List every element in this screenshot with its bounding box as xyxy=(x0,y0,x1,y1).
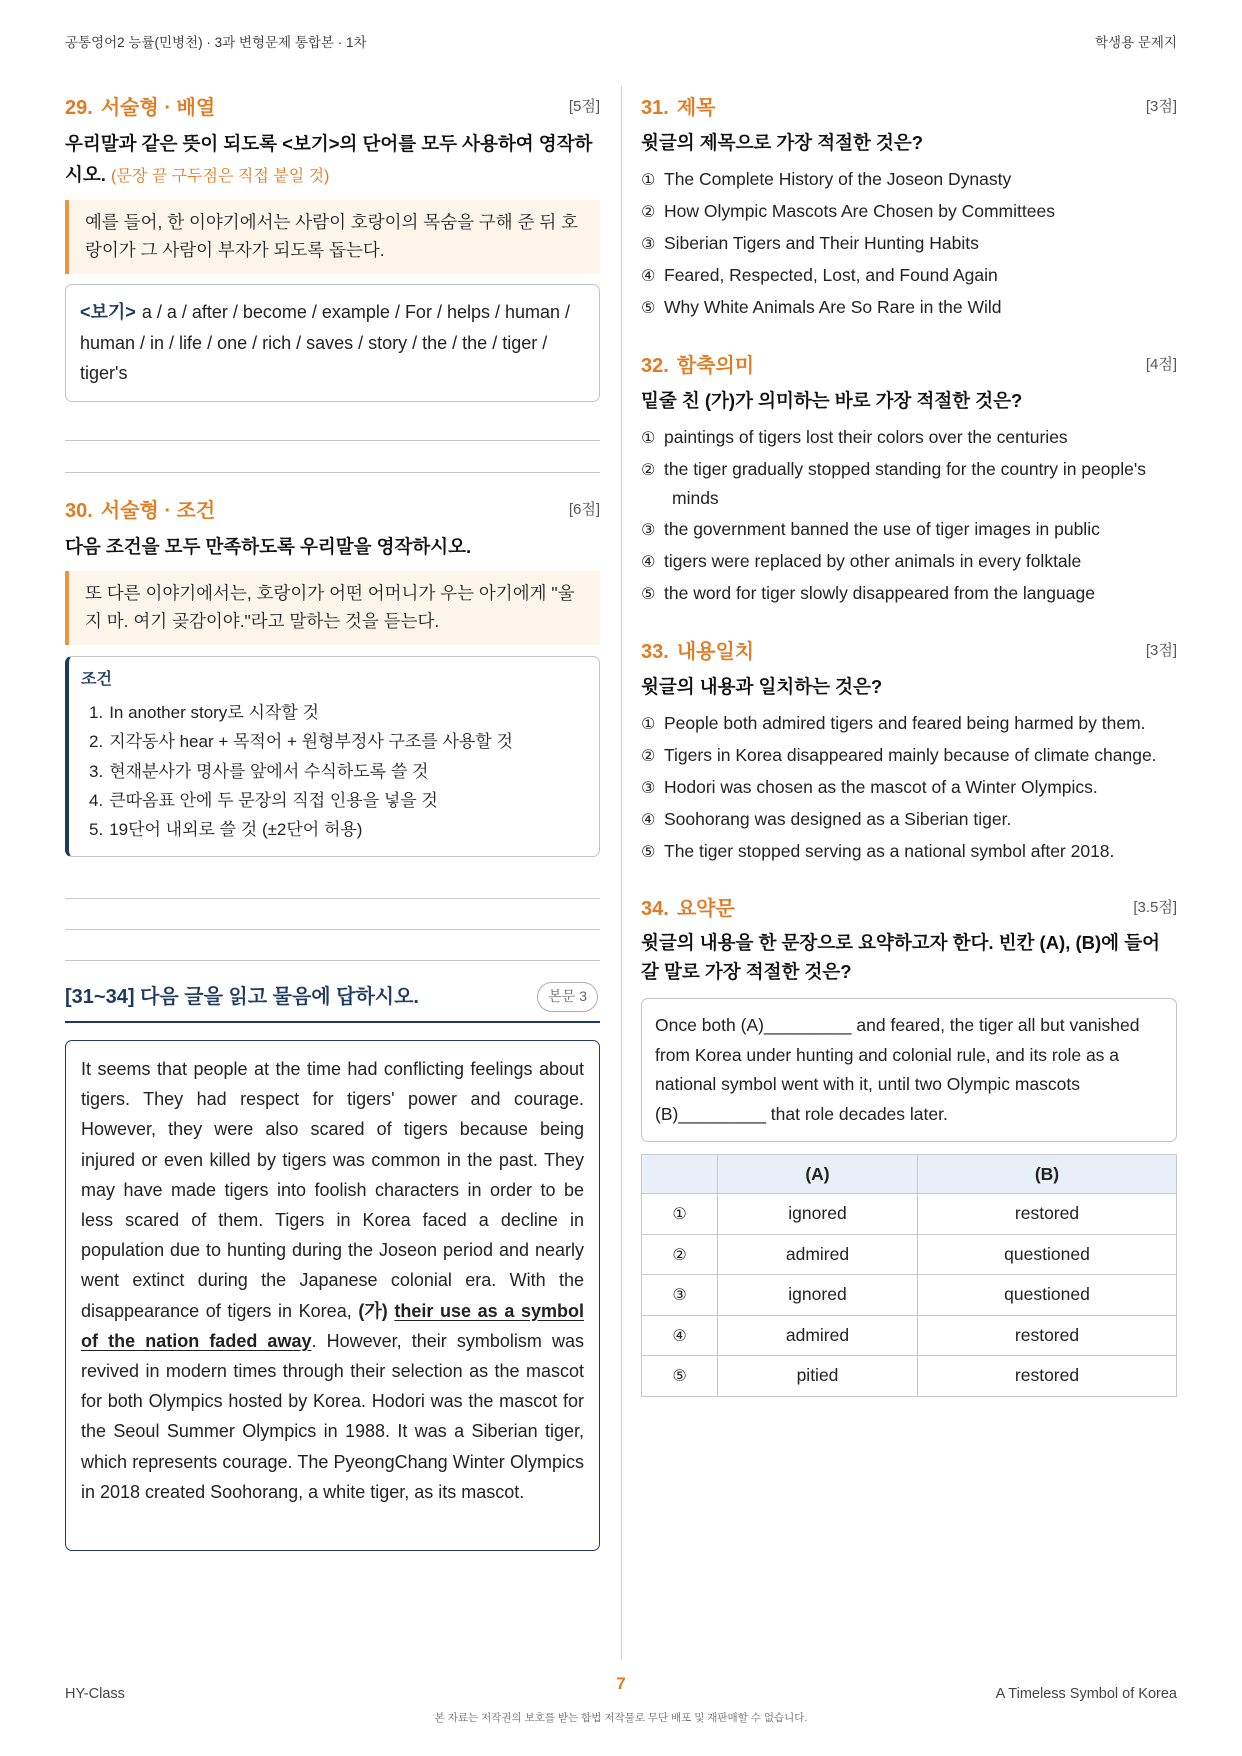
option-text: paintings of tigers lost their colors over the centuries xyxy=(664,427,1068,447)
row-a: admired xyxy=(718,1315,918,1356)
answer-line xyxy=(65,960,600,961)
question-30 xyxy=(65,495,600,961)
question-type: 내용일치 xyxy=(676,640,755,663)
table-row xyxy=(642,1194,1177,1235)
question-33 xyxy=(641,636,1177,866)
condition-number: 5. xyxy=(89,820,104,840)
condition-text: 큰따옴표 안에 두 문장의 직접 인용을 넣을 것 xyxy=(109,790,438,810)
q31-options xyxy=(641,165,1157,322)
condition-number: 2. xyxy=(89,732,104,752)
q32-prompt: 밑줄 친 (가)가 의미하는 바로 가장 적절한 것은? xyxy=(641,390,1023,411)
question-29 xyxy=(65,92,600,473)
question-34 xyxy=(641,893,1177,1397)
condition-item xyxy=(81,698,585,727)
question-type: 요약문 xyxy=(676,897,735,920)
option-5 xyxy=(641,293,1157,322)
condition-number: 3. xyxy=(89,761,104,781)
option-mark: ① xyxy=(641,170,656,189)
option-mark: ② xyxy=(641,746,656,765)
option-mark: ⑤ xyxy=(641,298,656,317)
option-3 xyxy=(641,515,1157,544)
reading-passage xyxy=(65,1040,600,1551)
condition-number: 4. xyxy=(89,790,104,810)
option-text: the tiger gradually stopped standing for the country in people's minds xyxy=(664,459,1146,508)
right-column xyxy=(641,92,1177,1397)
q33-prompt: 윗글의 내용과 일치하는 것은? xyxy=(641,676,883,697)
q32-options xyxy=(641,423,1157,608)
condition-number: 1. xyxy=(89,703,104,722)
passage-after: . However, their symbolism was revived in modern times through their selection as the mascot for both Olympics hosted by Korea. Hodori was the mascot for the Seoul Summer Olympics in 1988. It was a Siberian tiger, which represents courage. The PyeongChang Winter Olympics in 2018 created Soohorang, a white tiger, as its mascot. xyxy=(81,1330,584,1502)
option-text: Tigers in Korea disappeared mainly because of climate change. xyxy=(664,745,1157,765)
row-a: admired xyxy=(718,1234,918,1275)
answer-line xyxy=(65,440,600,441)
condition-text: 지각동사 hear + 목적어 + 원형부정사 구조를 사용할 것 xyxy=(109,732,513,752)
option-4 xyxy=(641,261,1157,290)
passage-text xyxy=(81,1054,584,1507)
q31-title xyxy=(641,91,715,120)
condition-item xyxy=(81,727,585,756)
row-a: pitied xyxy=(718,1356,918,1397)
option-mark: ④ xyxy=(641,266,656,285)
q30-korean-sentence: 또 다른 이야기에서는, 호랑이가 어떤 어머니가 우는 아기에게 "울지 마. 여기 곶감이야."라고 말하는 것을 듣는다. xyxy=(65,571,600,645)
option-mark: ④ xyxy=(641,552,656,571)
row-mark: ① xyxy=(642,1194,718,1235)
question-number: 31. xyxy=(641,96,669,119)
column-divider xyxy=(621,86,622,1660)
q30-conditions-box xyxy=(65,656,600,857)
conditions-list xyxy=(81,698,585,844)
option-1 xyxy=(641,165,1157,194)
question-type: 제목 xyxy=(676,96,716,119)
points-badge: [5점] xyxy=(568,97,600,115)
option-mark: ① xyxy=(641,714,656,733)
table-row xyxy=(642,1234,1177,1275)
question-number: 33. xyxy=(641,640,669,663)
header-title: 공통영어2 능률(민병천) · 3과 변형문제 통합본 · 1차 xyxy=(65,35,367,50)
row-b: restored xyxy=(918,1194,1177,1235)
option-text: The tiger stopped serving as a national symbol after 2018. xyxy=(664,841,1115,861)
points-badge: [3점] xyxy=(1145,97,1177,115)
row-mark: ④ xyxy=(642,1315,718,1356)
option-3 xyxy=(641,229,1157,258)
q30-prompt: 다음 조건을 모두 만족하도록 우리말을 영작하시오. xyxy=(65,536,472,557)
option-mark: ⑤ xyxy=(641,842,656,861)
underlined-phrase: their use as a symbol of the nation faded away xyxy=(81,1300,584,1351)
left-column xyxy=(65,92,600,1551)
header-label: 학생용 문제지 xyxy=(1095,35,1177,50)
q29-prompt xyxy=(65,128,600,192)
condition-item xyxy=(81,815,585,844)
option-1 xyxy=(641,423,1157,452)
option-mark: ① xyxy=(641,428,656,447)
option-2 xyxy=(641,197,1157,226)
q34-heading xyxy=(641,893,1177,919)
condition-text: In another story로 시작할 것 xyxy=(109,703,319,722)
points-badge: [6점] xyxy=(568,500,600,518)
points-badge: [3.5점] xyxy=(1133,898,1177,916)
word-bank-label: <보기> xyxy=(80,302,136,322)
option-mark: ② xyxy=(641,460,656,479)
row-mark: ② xyxy=(642,1234,718,1275)
condition-text: 19단어 내외로 쓸 것 (±2단어 허용) xyxy=(109,820,363,840)
question-type: 함축의미 xyxy=(676,354,755,377)
option-4 xyxy=(641,547,1157,576)
question-number: 30. xyxy=(65,499,93,522)
prompt-text: 우리말과 같은 뜻이 되도록 <보기>의 단어를 모두 사용하여 영작하시오. xyxy=(65,133,593,185)
option-text: the government banned the use of tiger images in public xyxy=(664,519,1100,539)
passage-section-heading xyxy=(65,979,600,1023)
question-31 xyxy=(641,92,1177,322)
option-mark: ⑤ xyxy=(641,584,656,603)
q29-title xyxy=(65,91,215,120)
points-badge: [3점] xyxy=(1145,641,1177,659)
option-text: Hodori was chosen as the mascot of a Winter Olympics. xyxy=(664,777,1098,797)
q32-heading xyxy=(641,350,1177,376)
option-5 xyxy=(641,579,1157,608)
points-badge: [4점] xyxy=(1145,355,1177,373)
table-row xyxy=(642,1275,1177,1316)
q31-prompt: 윗글의 제목으로 가장 적절한 것은? xyxy=(641,132,924,153)
question-type: 서술형 · 배열 xyxy=(100,96,216,119)
question-type: 서술형 · 조건 xyxy=(100,499,216,522)
table-row xyxy=(642,1315,1177,1356)
option-text: How Olympic Mascots Are Chosen by Committees xyxy=(664,201,1055,221)
q29-word-bank xyxy=(65,284,600,402)
table-header-a: (A) xyxy=(718,1155,918,1194)
q33-heading xyxy=(641,636,1177,662)
page-number: 7 xyxy=(616,1674,626,1693)
row-mark: ⑤ xyxy=(642,1356,718,1397)
option-text: tigers were replaced by other animals in every folktale xyxy=(664,551,1082,571)
q33-options xyxy=(641,709,1157,866)
option-2 xyxy=(641,741,1157,770)
q30-heading xyxy=(65,495,600,521)
option-mark: ③ xyxy=(641,778,656,797)
option-mark: ③ xyxy=(641,234,656,253)
option-mark: ④ xyxy=(641,810,656,829)
option-text: The Complete History of the Joseon Dynasty xyxy=(664,169,1012,189)
table-header-row xyxy=(642,1155,1177,1194)
section-title: [31~34] 다음 글을 읽고 물음에 답하시오. xyxy=(65,985,419,1008)
q31-heading xyxy=(641,92,1177,118)
option-text: Siberian Tigers and Their Hunting Habits xyxy=(664,233,979,253)
option-4 xyxy=(641,805,1157,834)
answer-line xyxy=(65,898,600,899)
option-text: People both admired tigers and feared being harmed by them. xyxy=(664,713,1146,733)
passage-before: It seems that people at the time had conflicting feelings about tigers. They had respect for tigers' power and courage. However, they were also scared of tigers because being injured or even killed by tigers was common in the past. They may have made tigers into foolish characters in order to be less scared of them. Tigers in Korea faced a decline in population due to hunting during the Joseon period and nearly went extinct during the Japanese colonial era. With the disappearance of tigers in Korea, xyxy=(81,1058,584,1321)
option-3 xyxy=(641,773,1157,802)
word-bank-words: a / a / after / become / example / For / helps / human / human / in / life / one / rich / saves / story / the / the / tiger / tiger's xyxy=(80,302,571,383)
q33-title xyxy=(641,635,754,664)
option-text: the word for tiger slowly disappeared from the language xyxy=(664,583,1095,603)
table-header-b: (B) xyxy=(918,1155,1177,1194)
table-row xyxy=(642,1356,1177,1397)
q30-title xyxy=(65,494,215,523)
passage-marker: (가) xyxy=(358,1300,388,1321)
q29-heading xyxy=(65,92,600,118)
answer-line xyxy=(65,472,600,473)
q32-title xyxy=(641,349,754,378)
conditions-label: 조건 xyxy=(81,671,112,688)
answer-choice-table xyxy=(641,1154,1177,1397)
condition-text: 현재분사가 명사를 앞에서 수식하도록 쓸 것 xyxy=(109,761,429,781)
option-text: Soohorang was designed as a Siberian tiger. xyxy=(664,809,1012,829)
row-b: restored xyxy=(918,1356,1177,1397)
footer-unit-title: A Timeless Symbol of Korea xyxy=(995,1686,1177,1702)
question-number: 29. xyxy=(65,96,93,119)
option-2 xyxy=(641,455,1157,512)
summary-sentence: Once both (A)_________ and feared, the tiger all but vanished from Korea under hunting and colonial rule, and its role as a national symbol went with it, until two Olympic mascots (B)_________ that role decades later. xyxy=(641,998,1177,1142)
q34-prompt: 윗글의 내용을 한 문장으로 요약하고자 한다. 빈칸 (A), (B)에 들어갈 말로 가장 적절한 것은? xyxy=(641,932,1160,982)
table-header-blank xyxy=(642,1155,718,1194)
option-1 xyxy=(641,709,1157,738)
condition-item xyxy=(81,757,585,786)
q29-korean-sentence: 예를 들어, 한 이야기에서는 사람이 호랑이의 목숨을 구해 준 뒤 호랑이가 그 사람이 부자가 되도록 돕는다. xyxy=(65,200,600,274)
passage-tag: 본문 3 xyxy=(537,982,598,1012)
option-text: Why White Animals Are So Rare in the Wild xyxy=(664,297,1002,317)
footer-brand: HY-Class xyxy=(65,1686,125,1702)
copyright-notice: 본 자료는 저작권의 보호를 받는 합법 저작물로 무단 배포 및 재판매할 수 없습니다. xyxy=(434,1712,808,1724)
row-a: ignored xyxy=(718,1275,918,1316)
option-mark: ③ xyxy=(641,520,656,539)
question-number: 32. xyxy=(641,354,669,377)
row-b: questioned xyxy=(918,1275,1177,1316)
prompt-note: (문장 끝 구두점은 직접 붙일 것) xyxy=(111,168,330,185)
row-b: restored xyxy=(918,1315,1177,1356)
option-5 xyxy=(641,837,1157,866)
q34-title xyxy=(641,892,735,921)
option-mark: ② xyxy=(641,202,656,221)
row-b: questioned xyxy=(918,1234,1177,1275)
question-32 xyxy=(641,350,1177,608)
row-mark: ③ xyxy=(642,1275,718,1316)
question-number: 34. xyxy=(641,897,669,920)
row-a: ignored xyxy=(718,1194,918,1235)
answer-line xyxy=(65,929,600,930)
option-text: Feared, Respected, Lost, and Found Again xyxy=(664,265,998,285)
condition-item xyxy=(81,786,585,815)
